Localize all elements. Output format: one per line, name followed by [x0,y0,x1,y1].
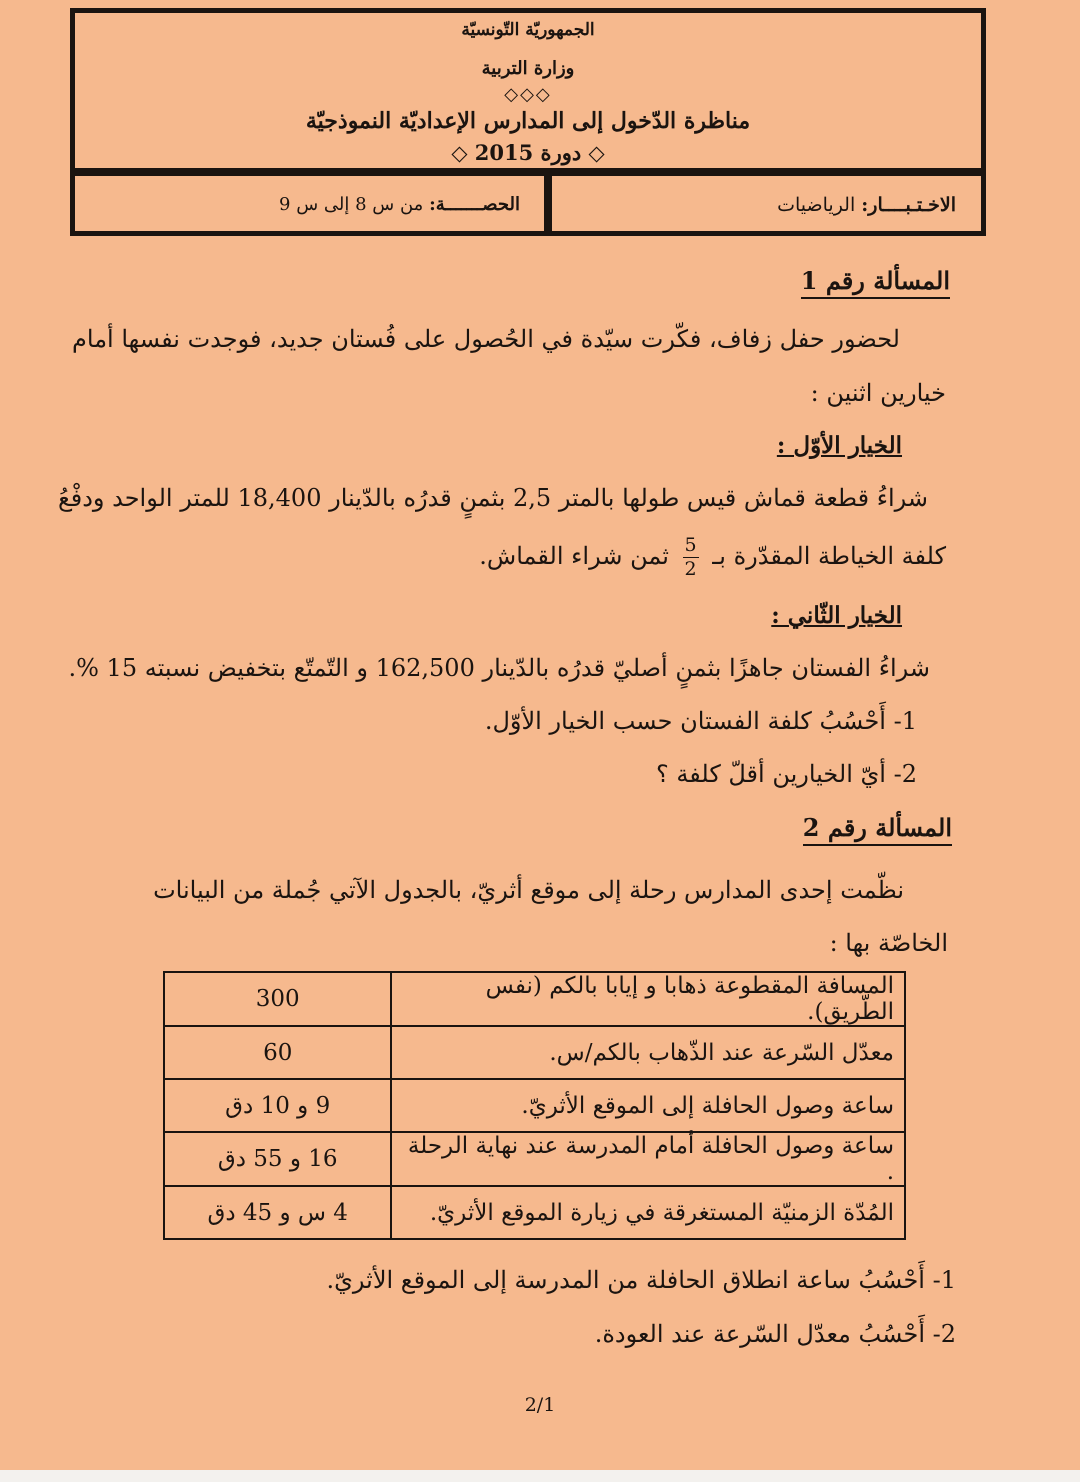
option1-line1: شراءُ قطعة قماش قيس طولها بالمتر 2,5 بثمنٍ قدرُه بالدّينار 18,400 للمتر الواحد ودفْعُ [57,484,928,512]
option1-line2 [479,536,946,579]
table-cell-label: المُدّة الزمنيّة المستغرقة في زيارة الموقع الأثريّ. [391,1186,905,1239]
table-cell-value: 9 و 10 دق [164,1079,391,1132]
table-row [164,1186,905,1239]
option1-line2-before: كلفة الخياطة المقدّرة بـ [712,542,946,570]
problem1-heading: المسألة رقم 1 [801,266,950,299]
table-cell-value: 16 و 55 دق [164,1132,391,1186]
option2-line1: شراءُ الفستان جاهزًا بثمنٍ أصليّ قدرُه بالدّينار 162,500 و التّمتّع بتخفيض نسبته 15 %. [68,654,930,682]
problem2-question2: 2- أَحْسُبُ معدّل السّرعة عند العودة. [594,1320,956,1348]
table-cell-value: 60 [164,1026,391,1079]
problem2-intro-line2: الخاصّة بها : [829,929,948,957]
table-row [164,1026,905,1079]
fraction-denominator: 2 [684,558,697,580]
table-cell-label: ساعة وصول الحافلة أمام المدرسة عند نهاية الرحلة . [391,1132,905,1186]
time-label: الحصـــــــة: [429,194,520,215]
fraction-numerator: 5 [684,534,697,556]
problem1-question1: 1- أَحْسُبُ كلفة الفستان حسب الخيار الأوّل. [484,707,917,735]
header-divider [70,168,986,176]
ministry-name: وزارة التربية [481,58,575,79]
trip-data-table [163,971,906,1240]
table-cell-value: 300 [164,972,391,1026]
table-cell-label: المسافة المقطوعة ذهابا و إيابا بالكم (نفس الطّريق). [391,972,905,1026]
option1-line2-after: ثمن شراء القماش. [479,542,669,570]
subject-field [777,194,956,216]
problem2-intro-line1: نظّمت إحدى المدارس رحلة إلى موقع أثريّ، بالجدول الآتي جُملة من البيانات [153,876,904,904]
table-row [164,972,905,1026]
exam-session: ◇ دورة 2015 ◇ [451,140,605,165]
problem2-question1: 1- أَحْسُبُ ساعة انطلاق الحافلة من المدرسة إلى الموقع الأثريّ. [326,1266,956,1294]
country-name: الجمهوريّة التّونسيّة [461,20,595,40]
problem2-heading: المسألة رقم 2 [803,813,952,846]
fraction-five-halves [683,536,699,579]
time-field [279,194,520,215]
problem1-question2: 2- أيّ الخيارين أقلّ كلفة ؟ [656,760,917,788]
table-cell-label: معدّل السّرعة عند الذّهاب بالكم/س. [391,1026,905,1079]
table-cell-label: ساعة وصول الحافلة إلى الموقع الأثريّ. [391,1079,905,1132]
option2-heading: الخيار الثّاني : [771,602,902,629]
problem1-intro-line2: خيارين اثنين : [810,379,946,407]
time-value: من س 8 إلى س 9 [279,194,424,215]
table-row [164,1079,905,1132]
subject-value: الرياضيات [777,194,856,216]
option1-heading: الخيار الأوّل : [776,432,902,459]
page-number: 2/1 [524,1394,556,1416]
scan-edge [0,1470,1080,1482]
table-cell-value: 4 س و 45 دق [164,1186,391,1239]
table-row [164,1132,905,1186]
subject-label: الاخـتـبــــار: [861,194,956,216]
header-column-separator [544,172,552,236]
diamond-ornament-icon: ◇◇◇ [504,84,552,105]
problem1-intro-line1: لحضور حفل زفاف، فكّرت سيّدة في الحُصول على فُستان جديد، فوجدت نفسها أمام [72,325,900,353]
exam-title: مناظرة الدّخول إلى المدارس الإعداديّة النموذجيّة [305,108,751,134]
